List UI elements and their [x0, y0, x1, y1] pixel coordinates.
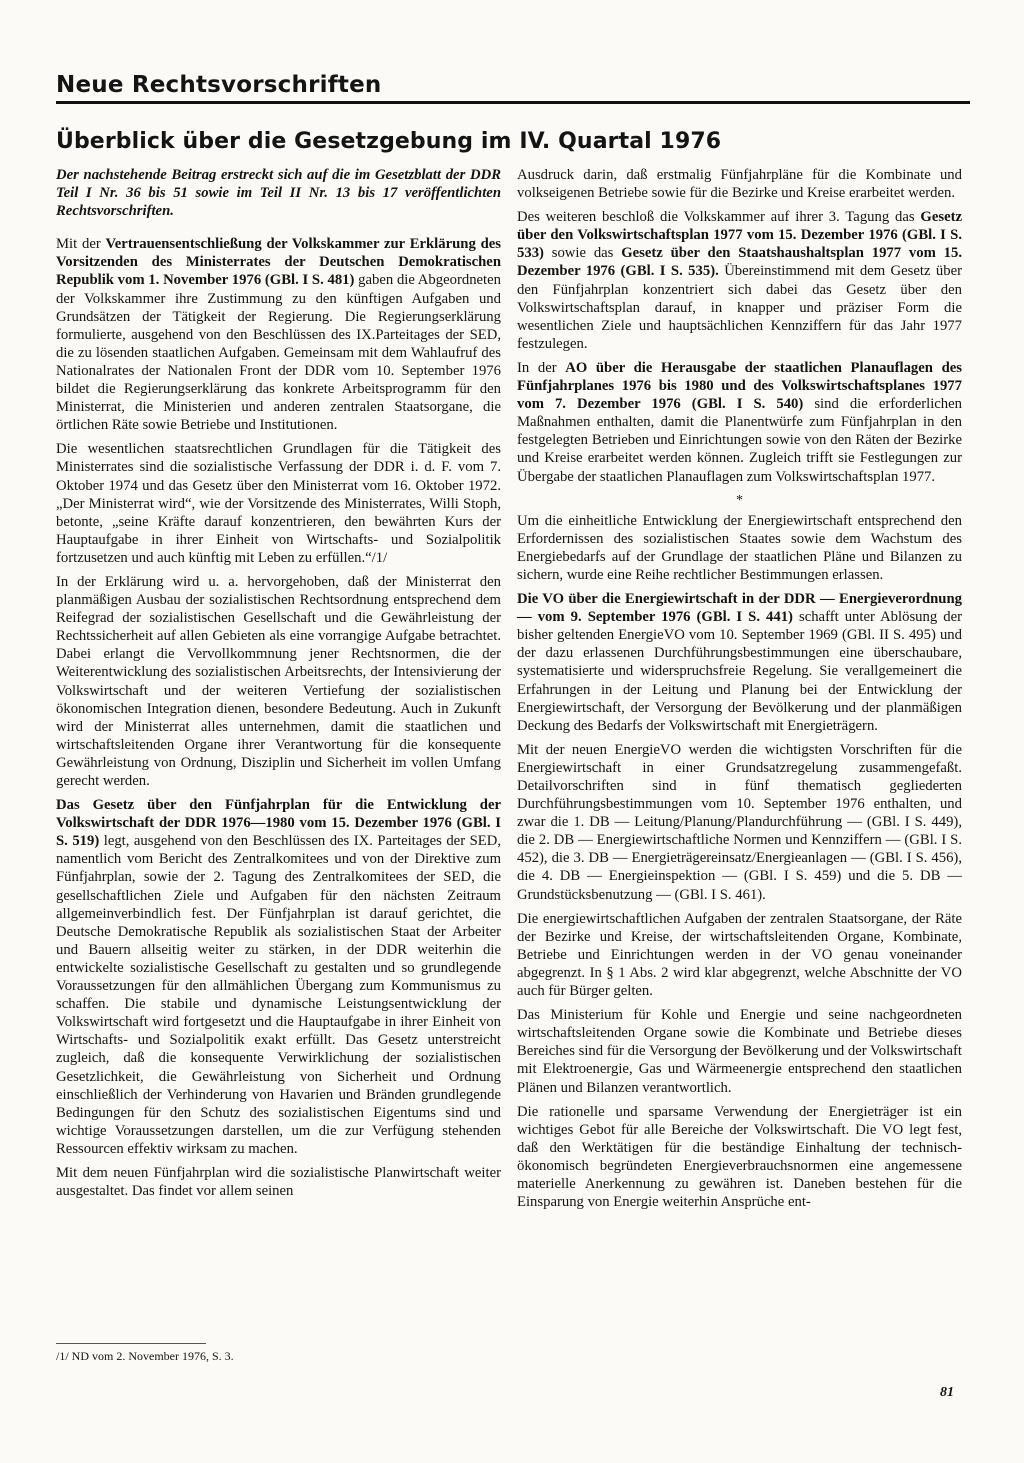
footnote-divider: [56, 1343, 206, 1344]
law-reference: Gesetz über den Volkswirtschaftsplan 1977 vom 15. Dezember 1976 (GBl. I S. 533): [517, 209, 962, 262]
section-separator: *: [736, 492, 743, 508]
paragraph: In der AO über die Herausgabe der staatlichen Planauflagen des Fünfjahrplanes 1976 bis 1980 und des Volkswirtschaftsplanes 1977 vom 7. Dezember 1976 (GBl. I S. 540) sind die erforderlichen Maßnahmen enthalten, damit die Planentwürfe zum Fünfjahrplan in den festgelegten Betrieben und Einrichtungen sowie von den Räten der Bezirke und Kreise erarbeitet werden können. Zugleich trifft sie Festlegungen zur Übergabe der staatlichen Planauflagen zum Volkswirtschaftsplan 1977.: [517, 359, 963, 485]
article-headline: Überblick über die Gesetzgebung im IV. Quartal 1976: [56, 129, 722, 154]
paragraph: Das Ministerium für Kohle und Energie und seine nachgeordneten wirtschaftsleitenden Organe sowie die Kombinate und Betriebe dieses Bereiches sind für die Versorgung der Bevölkerung und der Volkswirtschaft mit Elektroenergie, Gas und Wärmeenergie entsprechend den staatlichen Plänen und Bilanzen verantwortlich.: [517, 1007, 962, 1096]
paragraph: Des weiteren beschloß die Volkskammer auf ihrer 3. Tagung das Gesetz über den Volkswirtschaftsplan 1977 vom 15. Dezember 1976 (GBl. I S. 533) sowie das Gesetz über den Staatshaushaltsplan 1977 vom 15. Dezember 1976 (GBl. I S. 535). Übereinstimmend mit dem Gesetz über den Fünfjahrplan konzentriert sich dabei das Gesetz über den Volkswirtschaftsplan darauf, in knapper und präziser Form die wesentlichen Ziele und hauptsächlichen Kennziffern für das Jahr 1977 festzulegen.: [517, 209, 962, 352]
section-title: Neue Rechtsvorschriften: [56, 72, 382, 98]
law-reference: Vertrauensentschließung der Volkskammer zur Erklärung des Vorsitzenden des Ministerrates der Deutschen Demokratischen Republik vom 1. November 1976 (GBl. I S. 481): [56, 236, 501, 289]
page-number: 81: [940, 1385, 954, 1400]
paragraph: Mit dem neuen Fünfjahrplan wird die sozialistische Planwirtschaft weiter ausgestaltet. Das findet vor allem seinen: [56, 1164, 501, 1200]
law-reference: AO über die Herausgabe der staatlichen Planauflagen des Fünfjahrplanes 1976 bis 1980 und des Volkswirtschaftsplanes 1977 vom 7. Dezember 1976 (GBl. I S. 540): [517, 359, 962, 413]
paragraph: Die rationelle und sparsame Verwendung der Energieträger ist ein wichtiges Gebot für alle Bereiche der Volkswirtschaft. Die VO legt fest, daß den Werktätigen für die beständige Einhaltung der technisch-ökonomisch begründeten Energieverbrauchsnormen eine angemessene materielle Anerkennung zu gewähren ist. Daneben bestehen für die Einsparung von Energie weiterhin Ansprüche ent-: [517, 1103, 962, 1211]
law-reference: Das Gesetz über den Fünfjahrplan für die Entwicklung der Volkswirtschaft der DDR 1976—1980 vom 15. Dezember 1976 (GBl. I S. 519): [56, 797, 501, 850]
paragraph: Die wesentlichen staatsrechtlichen Grundlagen für die Tätigkeit des Ministerrates sind die sozialistische Verfassung der DDR i. d. F. vom 7. Oktober 1974 und das Gesetz über den Ministerrat vom 16. Oktober 1972. „Der Ministerrat wird“, wie der Vorsitzende des Ministerrates, Willi Stoph, betonte, „seine Kräfte darauf konzentrieren, den bewährten Kurs der Hauptaufgabe in ihrer Einheit von Wirtschafts- und Sozialpolitik fortzusetzen und auch künftig mit Leben zu erfüllen.“/1/: [56, 441, 501, 566]
paragraph: Die energiewirtschaftlichen Aufgaben der zentralen Staatsorgane, der Räte der Bezirke und Kreise, der wirtschaftsleitenden Organe, Kombinate, Betriebe und Einrichtungen werden in der VO genau voneinander abgegrenzt. In § 1 Abs. 2 wird klar abgegrenzt, welche Abschnitte der VO auch für Bürger gelten.: [517, 910, 962, 1000]
paragraph: Das Gesetz über den Fünfjahrplan für die Entwicklung der Volkswirtschaft der DDR 1976—1980 vom 15. Dezember 1976 (GBl. I S. 519) legt, ausgehend von den Beschlüssen des IX. Parteitages der SED, namentlich vom Bericht des Zentralkomitees und von der Direktive zum Fünfjahrplan, sowie der 2. Tagung des Zentralkomitees der SED, die gesellschaftlichen Ziele und Aufgaben für den nächsten Zeitraum allgemeinverbindlich fest. Der Fünfjahrplan ist darauf gerichtet, die Deutsche Demokratische Republik als sozialistischen Staat der Arbeiter und Bauern allseitig weiter zu stärken, in der DDR weiterhin die entwickelte sozialistische Gesellschaft zu gestalten und so grundlegende Voraussetzungen für den allmählichen Übergang zum Kommunismus zu schaffen. Die stabile und dynamische Leistungsentwicklung der Volkswirtschaft wird fortgesetzt und die Hauptaufgabe in ihrer Einheit von Wirtschafts- und Sozialpolitik exakt erfüllt. Das Gesetz unterstreicht zugleich, daß die konsequente Verwirklichung der sozialistischen Gesetzlichkeit, die Gewährleistung von Sicherheit und Ordnung einschließlich der Verhinderung von Havarien und Bränden grundlegende Bedingungen für den Schutz des sozialistischen Eigentums sind und wichtige Voraussetzungen darstellen, um die zur Verfügung stehenden Ressourcen effektiv wirksam zu machen.: [56, 797, 501, 1157]
paragraph: Mit der Vertrauensentschließung der Volkskammer zur Erklärung des Vorsitzenden des Ministerrates der Deutschen Demokratischen Republik vom 1. November 1976 (GBl. I S. 481) gaben die Abgeordneten der Volkskammer ihre Zustimmung zu den künftigen Aufgaben und Grundsätzen der Tätigkeit der Regierung. Die Regierungserklärung formulierte, ausgehend von den Beschlüssen des IX.Parteitages der SED, die zu lösenden staatlichen Aufgaben. Gemeinsam mit dem Wahlaufruf des Nationalrates der Nationalen Front der DDR vom 10. September 1976 bildet die Regierungserklärung das konkrete Arbeitsprogramm für den Ministerrat, die Ministerien und anderen zentralen Staatsorgane, die örtlichen Räte sowie Betriebe und Institutionen.: [56, 236, 501, 434]
footnote: /1/ ND vom 2. November 1976, S. 3.: [56, 1349, 234, 1363]
paragraph: In der Erklärung wird u. a. hervorgehoben, daß der Ministerrat den planmäßigen Ausbau der sozialistischen Rechtsordnung entsprechend dem Reifegrad der sozialistischen Gesellschaft und die Gewährleistung der Rechtssicherheit auf allen Gebieten als eine vorrangige Aufgabe betrachtet. Dabei erlangt die Vervollkommnung jener Rechtsnormen, die der Weiterentwicklung des sozialistischen Arbeitsrechts, der Intensivierung der Volkswirtschaft und der weiteren Vertiefung der sozialistischen ökonomischen Integration dienen, besondere Bedeutung. Auch in Zukunft wird der Ministerrat alles unternehmen, damit die staatlichen und wirtschaftsleitenden Organe ihrer Verantwortung für die konsequente Gewährleistung von Ordnung, Disziplin und Sicherheit im vollen Umfang gerecht werden.: [56, 573, 501, 789]
paragraph: Ausdruck darin, daß erstmalig Fünfjahrpläne für die Kombinate und volkseigenen Betriebe sowie für die Bezirke und Kreise erarbeitet werden.: [517, 167, 962, 202]
section-header: [56, 72, 970, 104]
paragraph: Um die einheitliche Entwicklung der Energiewirtschaft entsprechend den Erfordernissen des sozialistischen Staates sowie dem Wachstum des Energiebedarfs auf der Grundlage der staatlichen Pläne und Bilanzen zu sichern, wurde eine Reihe rechtlicher Bestimmungen erlassen.: [517, 512, 962, 583]
right-column: [517, 166, 962, 1217]
left-column: [56, 166, 501, 1206]
intro-paragraph: Der nachstehende Beitrag erstreckt sich auf die im Gesetzblatt der DDR Teil I Nr. 36 bis 51 sowie im Teil II Nr. 13 bis 17 veröffentlichten Rechtsvorschriften.: [56, 167, 501, 220]
law-reference: Gesetz über den Staatshaushaltsplan 1977 vom 15. Dezember 1976 (GBl. I S. 535).: [517, 245, 962, 280]
paragraph: Mit der neuen EnergieVO werden die wichtigsten Vorschriften für die Energiewirtschaft in einer Grundsatzregelung zusammengefaßt. Detailvorschriften sind in fünf thematisch gegliederten Durchführungsbestimmungen vom 10. September 1976 enthalten, und zwar die 1. DB — Leitung/Planung/Plandurchführung — (GBl. I S. 449), die 2. DB — Energiewirtschaftliche Normen und Kennziffern — (GBl. I S. 452), die 3. DB — Energieträgereinsatz/Energieanlagen — (GBl. I S. 456), die 4. DB — Energieinspektion — (GBl. I S. 459) und die 5. DB — Grundstücksbenutzung — (GBl. I S. 461).: [517, 741, 962, 903]
paragraph: Die VO über die Energiewirtschaft in der DDR — Energieverordnung — vom 9. September 1976 (GBl. I S. 441) schafft unter Ablösung der bisher geltenden EnergieVO vom 10. September 1969 (GBl. II S. 495) und der dazu erlassenen Durchführungsbestimmungen eine überschaubare, systematisierte und widerspruchsfreie Regelung. Sie verallgemeinert die Erfahrungen in der Leitung und Planung bei der Entwicklung der Energiewirtschaft, der Versorgung der Bevölkerung und der planmäßigen Deckung des Bedarfs der Volkswirtschaft mit Energieträgern.: [517, 591, 962, 734]
law-reference: Die VO über die Energiewirtschaft in der DDR — Energieverordnung — vom 9. September 1976 (GBl. I S. 441): [517, 591, 962, 626]
